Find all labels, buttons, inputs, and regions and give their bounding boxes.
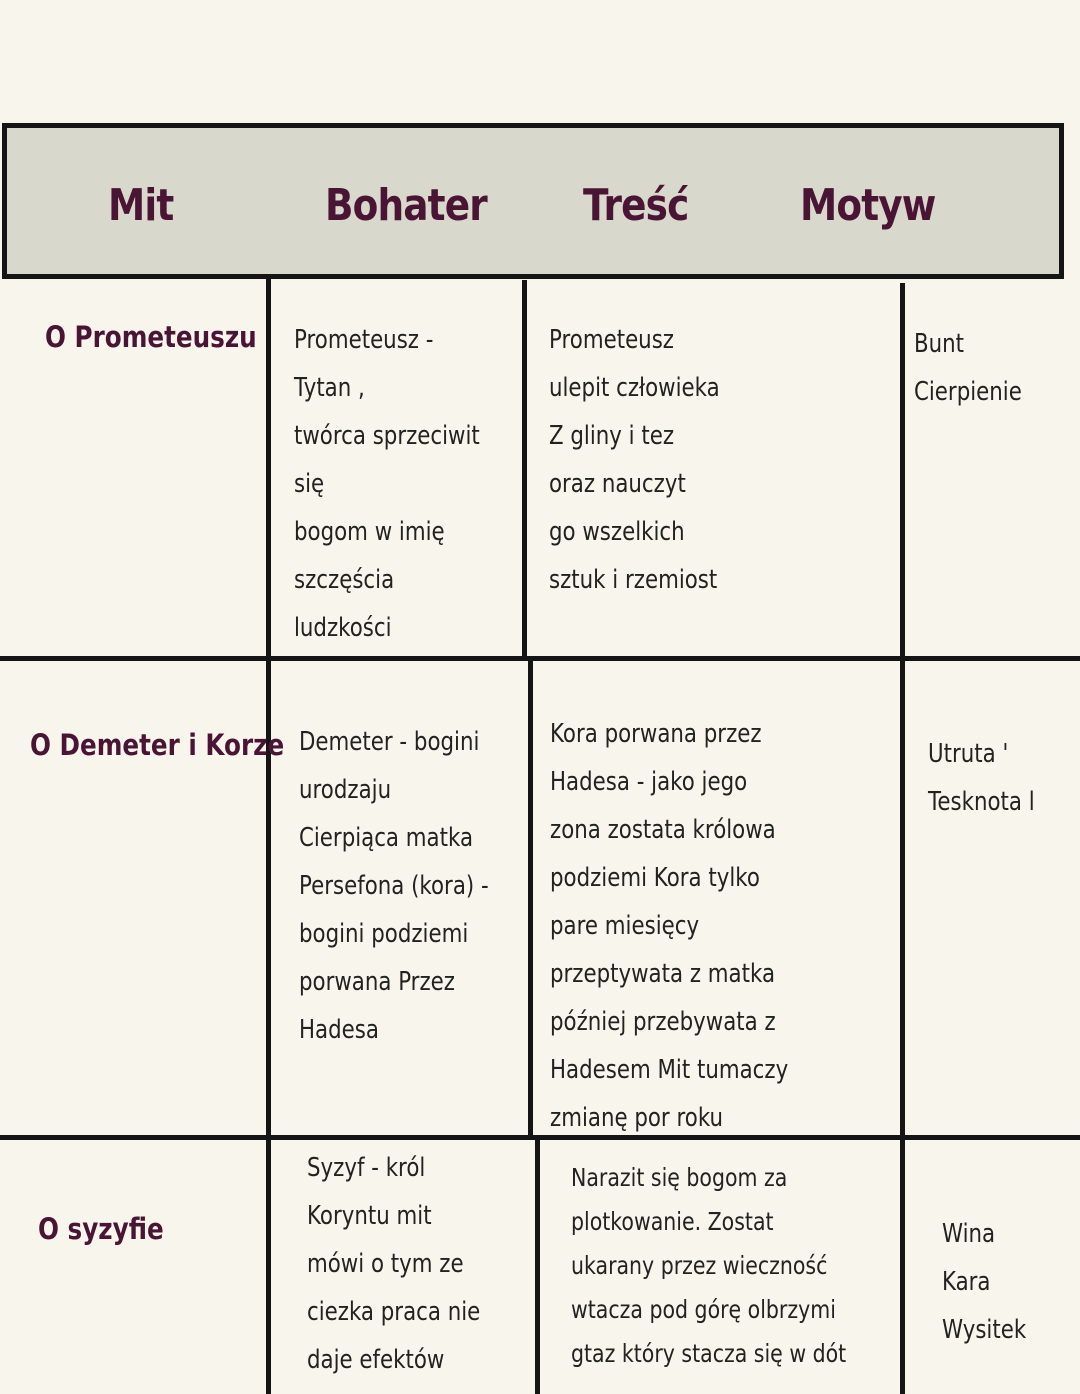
text-line: Hadesem Mit tumaczy (550, 1055, 789, 1085)
text-line: przeptywata z matka (550, 959, 776, 989)
text-line: zona zostata królowa (550, 815, 776, 845)
text-line: Bunt (914, 329, 965, 359)
header-mit: Mit (108, 180, 174, 231)
text-line: mówi o tym ze (307, 1249, 464, 1279)
motyw-cell (928, 730, 1035, 826)
text-line: plotkowanie. Zostat (571, 1207, 774, 1236)
text-line: Hadesa (299, 1015, 379, 1045)
text-line: ciezka praca nie (307, 1297, 481, 1327)
text-line: Koryntu mit (307, 1201, 432, 1231)
text-line: zmianę por roku (550, 1103, 724, 1133)
column-divider (900, 283, 905, 1394)
column-divider (535, 1136, 540, 1394)
text-line: Wysitek (942, 1315, 1027, 1345)
text-line: Demeter - bogini (299, 727, 480, 757)
text-line: urodzaju (299, 775, 392, 805)
header-bohater: Bohater (325, 180, 487, 231)
column-divider (522, 280, 527, 660)
text-line: gtaz który stacza się w dót (571, 1339, 847, 1368)
header-tresc: Treść (583, 180, 689, 231)
text-line: porwana Przez (299, 967, 455, 997)
text-line: bogom w imię (294, 517, 445, 547)
column-divider (266, 275, 271, 1394)
row-divider (0, 656, 1080, 661)
text-line: Wina (942, 1219, 996, 1249)
tresc-cell (550, 710, 788, 1142)
text-line: Utruta ' (928, 739, 1009, 769)
bohater-cell (307, 1144, 480, 1384)
text-line: ludzkości (294, 613, 392, 643)
mit-cell: O Demeter i Korze (30, 728, 285, 762)
text-line: później przebywata z (550, 1007, 776, 1037)
text-line: go wszelkich (549, 517, 685, 547)
text-line: Hadesa - jako jego (550, 767, 748, 797)
motyw-cell (914, 320, 1022, 416)
column-divider (528, 658, 533, 1138)
text-line: twórca sprzeciwit (294, 421, 480, 451)
text-line: Syzyf - król (307, 1153, 426, 1183)
text-line: Persefona (kora) - (299, 871, 489, 901)
text-line: Tytan , (294, 373, 365, 403)
mit-cell: O syzyfie (38, 1212, 164, 1246)
text-line: Tesknota l (928, 787, 1035, 817)
text-line: podziemi Kora tylko (550, 863, 760, 893)
text-line: Cierpiąca matka (299, 823, 474, 853)
tresc-cell (571, 1156, 846, 1376)
header-motyw: Motyw (800, 180, 936, 231)
text-line: ulepit człowieka (549, 373, 720, 403)
text-line: pare miesięcy (550, 911, 700, 941)
text-line: Kora porwana przez (550, 719, 762, 749)
text-line: Prometeusz - (294, 325, 434, 355)
text-line: sztuk i rzemiost (549, 565, 718, 595)
mit-cell: O Prometeuszu (45, 320, 257, 354)
text-line: Narazit się bogom za (571, 1163, 788, 1192)
text-line: Z gliny i tez (549, 421, 675, 451)
motyw-cell (942, 1210, 1026, 1354)
text-line: się (294, 469, 325, 499)
text-line: daje efektów (307, 1345, 445, 1375)
text-line: bogini podziemi (299, 919, 469, 949)
text-line: wtacza pod górę olbrzymi (571, 1295, 836, 1324)
row-divider (0, 1135, 1080, 1140)
text-line: Prometeusz (549, 325, 674, 355)
text-line: oraz nauczyt (549, 469, 686, 499)
tresc-cell (549, 316, 720, 604)
text-line: szczęścia (294, 565, 395, 595)
text-line: ukarany przez wieczność (571, 1251, 828, 1280)
text-line: Kara (942, 1267, 991, 1297)
bohater-cell (299, 718, 489, 1054)
bohater-cell (294, 316, 480, 652)
text-line: Cierpienie (914, 377, 1022, 407)
